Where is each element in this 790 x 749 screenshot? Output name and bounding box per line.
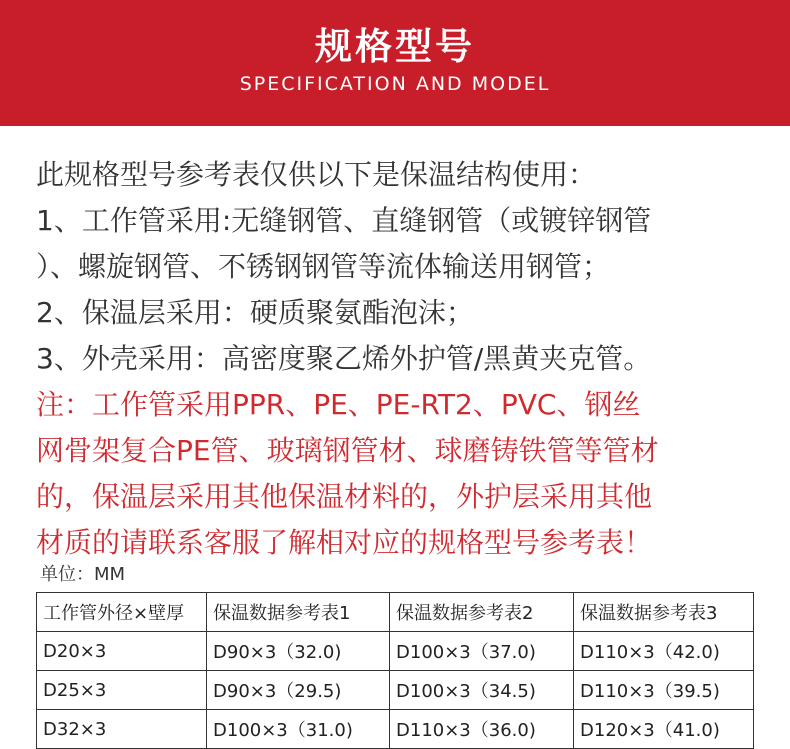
header-banner (0, 0, 790, 126)
note-line-1: 网骨架复合PE管、玻璃钢管材、球磨铸铁管等管材 (36, 434, 659, 467)
intro-line-1: 1、工作管采用:无缝钢管、直缝钢管（或镀锌钢管 (36, 204, 652, 237)
note-line-2: 的，保温层采用其他保温材料的，外护层采用其他 (36, 480, 653, 513)
intro-line-2: ）、螺旋钢管、不锈钢钢管等流体输送用钢管； (36, 250, 611, 283)
intro-line-4: 3、外壳采用：高密度聚乙烯外护管/黑黄夹克管。 (36, 342, 652, 375)
page-title: 规格型号 (315, 25, 475, 68)
table-header-row (37, 593, 754, 632)
table-row (37, 671, 754, 710)
description-block (36, 152, 766, 566)
table-cell: D110×3（42.0) (574, 632, 754, 671)
intro-line-0: 此规格型号参考表仅供以下是保温结构使用： (36, 158, 597, 191)
table-header-cell: 工作管外径×壁厚 (37, 593, 207, 632)
spec-table (36, 592, 754, 749)
table-cell: D120×3（41.0) (574, 710, 754, 749)
table-cell: D90×3（29.5) (207, 671, 390, 710)
table-cell: D110×3（36.0) (390, 710, 574, 749)
table-cell: D100×3（34.5) (390, 671, 574, 710)
note-line-0: 注：工作管采用PPR、PE、PE-RT2、PVC、钢丝 (36, 388, 641, 421)
table-cell: D100×3（31.0) (207, 710, 390, 749)
unit-label: 单位：MM (40, 564, 126, 585)
table-cell: D90×3（32.0) (207, 632, 390, 671)
page-subtitle: SPECIFICATION AND MODEL (239, 73, 551, 95)
table-cell: D20×3 (37, 632, 207, 671)
table-header-cell: 保温数据参考表3 (574, 593, 754, 632)
table-row (37, 632, 754, 671)
note-line-3: 材质的请联系客服了解相对应的规格型号参考表！ (36, 526, 653, 559)
table-cell: D25×3 (37, 671, 207, 710)
table-cell: D32×3 (37, 710, 207, 749)
table-header-cell: 保温数据参考表2 (390, 593, 574, 632)
intro-line-3: 2、保温层采用：硬质聚氨酯泡沫； (36, 296, 474, 329)
table-cell: D110×3（39.5) (574, 671, 754, 710)
table-header-cell: 保温数据参考表1 (207, 593, 390, 632)
table-cell: D100×3（37.0) (390, 632, 574, 671)
